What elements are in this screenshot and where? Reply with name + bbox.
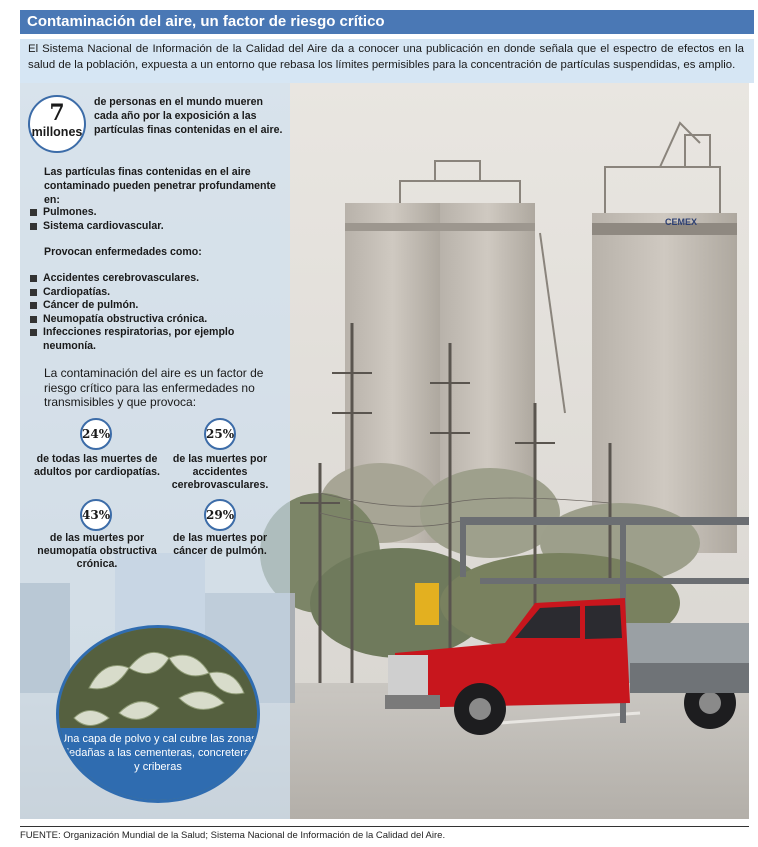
source-divider <box>20 826 749 827</box>
silo-sign-text: CEMEX <box>665 217 698 227</box>
list-item: Pulmones. <box>30 206 164 220</box>
percent-badge-lung-cancer: 29% <box>204 499 236 531</box>
diseases-intro: Provocan enfermedades como: <box>44 246 202 258</box>
main-infographic <box>20 83 749 819</box>
risk-text: La contaminación del aire es un factor de riesgo crítico para las enfermedades no transmisibles y que provoca: <box>44 366 264 409</box>
percent-badge-copd: 43% <box>80 499 112 531</box>
list-item: Neumopatía obstructiva crónica. <box>30 313 290 327</box>
bullet-square-icon <box>30 209 37 216</box>
photo-caption: Una capa de polvo y cal cubre las zonas aledañas a las cementeras, concreteras y criberas <box>59 728 257 800</box>
bullet-square-icon <box>30 275 37 282</box>
diseases-list <box>30 272 290 353</box>
deaths-stat-number: 7 <box>49 100 65 126</box>
bullet-square-icon <box>30 302 37 309</box>
deaths-stat-text: de personas en el mundo mueren cada año por la exposición a las partículas finas contenidas en el aire. <box>94 96 283 136</box>
info-panel <box>20 83 290 819</box>
penetrate-text: Las partículas finas contenidas en el aire contaminado pueden penetrar profundamente en: <box>44 166 276 206</box>
bullet-square-icon <box>30 223 37 230</box>
percent-text-copd: de las muertes por neumopatía obstructiva crónica. <box>37 532 157 570</box>
leaves-image <box>59 628 257 738</box>
percent-text-stroke: de las muertes por accidentes cerebrovasculares. <box>171 453 269 491</box>
list-item: Cáncer de pulmón. <box>30 299 290 313</box>
organs-list <box>30 206 164 233</box>
page-title: Contaminación del aire, un factor de riesgo crítico <box>20 10 754 34</box>
list-item: Cardiopatías. <box>30 286 290 300</box>
percent-text-cardiopathy: de todas las muertes de adultos por cardiopatías. <box>34 453 160 478</box>
bullet-square-icon <box>30 289 37 296</box>
list-item: Accidentes cerebrovasculares. <box>30 272 290 286</box>
intro-paragraph: El Sistema Nacional de Información de la Calidad del Aire da a conocer una publicación en donde señala que el espectro de efectos en la salud de la población, expuesta a un entorno que rebasa los límites permisibles para la concentración de partículas suspendidas, es amplio. <box>20 39 754 83</box>
bullet-square-icon <box>30 316 37 323</box>
deaths-stat-unit: millones <box>31 125 83 139</box>
dusty-leaves-photo <box>56 625 260 803</box>
list-item: Sistema cardiovascular. <box>30 220 164 234</box>
bullet-square-icon <box>30 329 37 336</box>
percent-badge-stroke: 25% <box>204 418 236 450</box>
source-note: FUENTE: Organización Mundial de la Salud; Sistema Nacional de Información de la Calidad del Aire. <box>20 830 446 841</box>
list-item: Infecciones respiratorias, por ejemplo neumonía. <box>30 326 290 353</box>
percent-badge-cardiopathy: 24% <box>80 418 112 450</box>
deaths-stat-badge <box>28 95 86 153</box>
percent-text-lung-cancer: de las muertes por cáncer de pulmón. <box>172 532 268 557</box>
